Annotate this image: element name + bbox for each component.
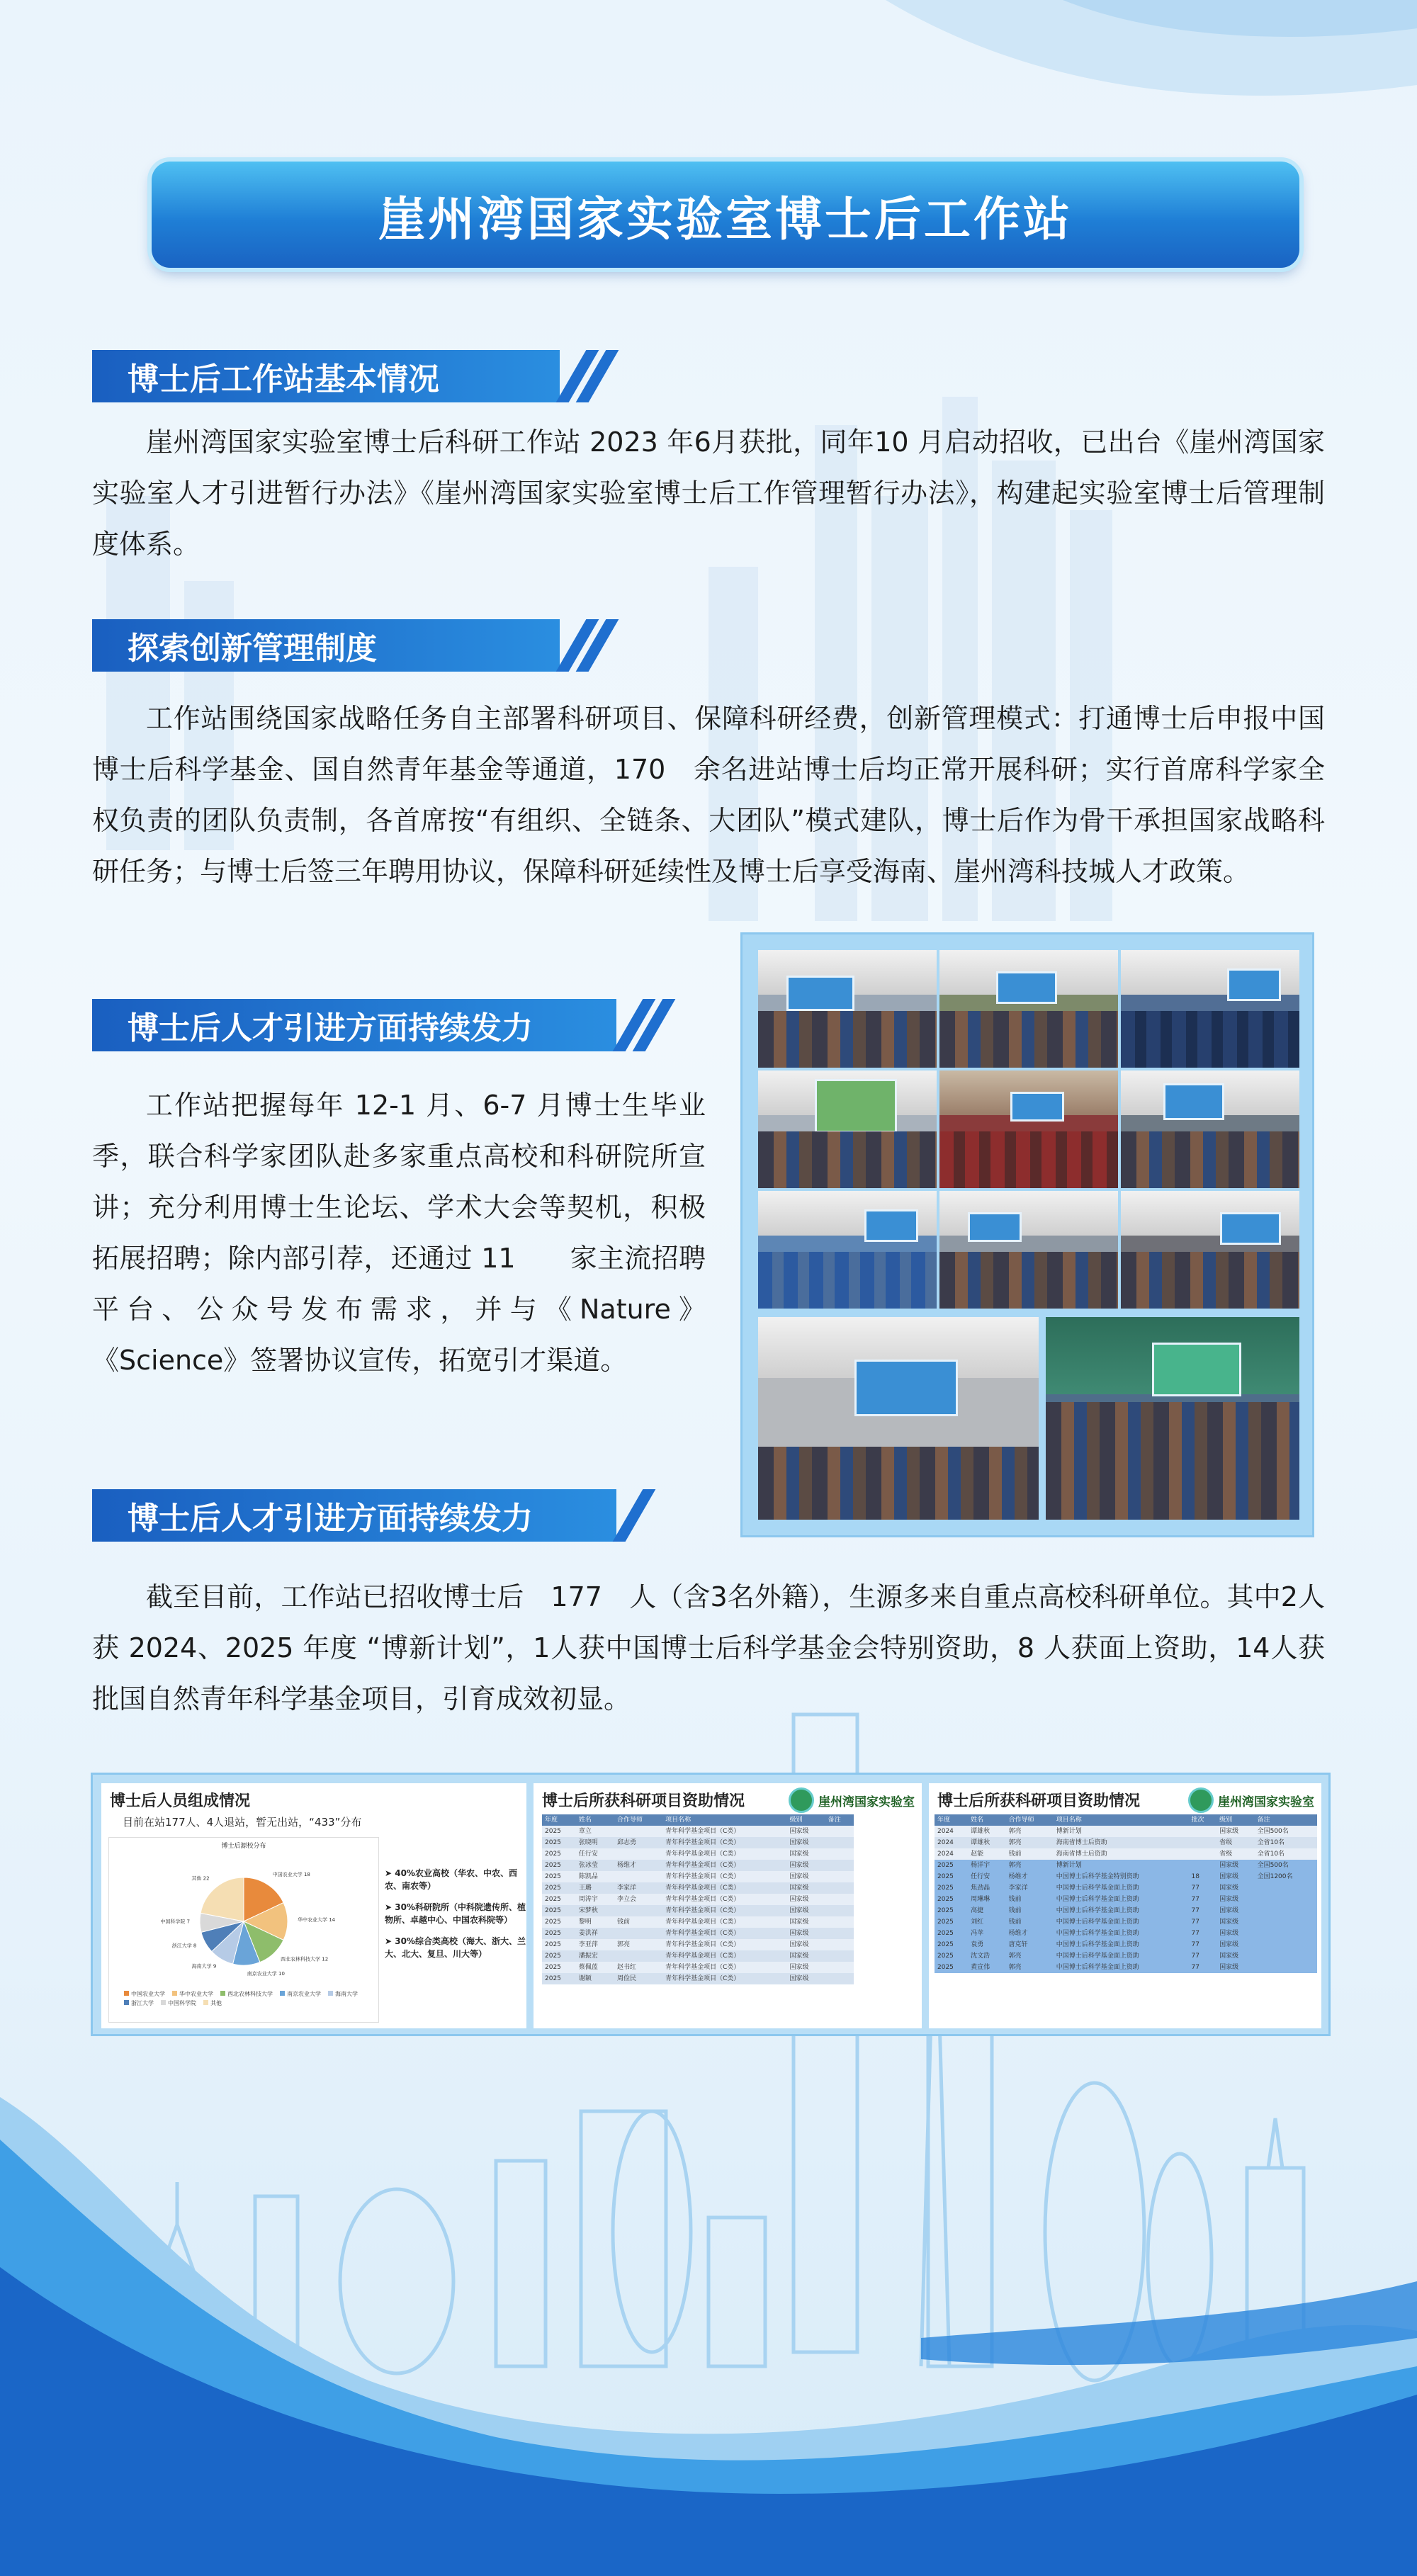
table-cell: 青年科学基金项目（C类）: [662, 1962, 786, 1973]
table-cell: 任行安: [968, 1871, 1005, 1882]
table-header: 姓名: [576, 1814, 614, 1826]
card-title: 博士后人员组成情况: [110, 1792, 251, 1810]
table-cell: 77: [1188, 1916, 1216, 1928]
table-cell: [825, 1860, 854, 1871]
event-photo: [758, 1317, 1039, 1520]
table-cell: [1255, 1882, 1317, 1894]
table-cell: 中国博士后科学基金特别资助: [1054, 1871, 1189, 1882]
section-heading-basic-info: [92, 350, 604, 402]
table-cell: 青年科学基金项目（C类）: [662, 1939, 786, 1950]
pie-legend: [124, 1990, 358, 2007]
table-cell: 2025: [935, 1894, 968, 1905]
table-cell: 任行安: [576, 1848, 614, 1860]
table-cell: 姜洪祥: [576, 1928, 614, 1939]
table-cell: 2025: [935, 1962, 968, 1973]
table-row: [542, 1848, 854, 1860]
event-photo: [939, 950, 1118, 1068]
table-cell: 2024: [935, 1826, 968, 1837]
table-cell: 钱前: [1006, 1916, 1054, 1928]
event-photo: [939, 1070, 1118, 1188]
table-cell: 钱前: [1006, 1848, 1054, 1860]
table-cell: 2025: [542, 1973, 576, 1984]
table-cell: 2025: [935, 1860, 968, 1871]
table-row: [935, 1848, 1317, 1860]
table-cell: 国家级: [787, 1962, 825, 1973]
table-cell: [825, 1882, 854, 1894]
table-cell: [825, 1962, 854, 1973]
table-cell: [825, 1848, 854, 1860]
bullet-item: ➤ 30%科研院所（中科院遗传所、植物所、卓越中心、中国农科院等）: [385, 1902, 526, 1925]
table-header: 备注: [825, 1814, 854, 1826]
table-cell: 全国1200名: [1255, 1871, 1317, 1882]
table-cell: 国家级: [787, 1939, 825, 1950]
table-cell: 2025: [542, 1905, 576, 1916]
section-heading-management: [92, 619, 604, 672]
table-cell: 国家级: [1216, 1916, 1254, 1928]
section-text-management: 工作站围绕国家战略任务自主部署科研项目、保障科研经费，创新管理模式：打通博士后申报中国博士后科学基金、国自然青年基金等通道，170 余名进站博士后均正常开展科研；实行首席科学家全权负责的团队负责制，各首席按“有组织、全链条、大团队”模式建队，博士后作为骨干承担国家战略科研任务；与博士后签三年聘用协议，保障科研延续性及博士后享受海南、崖州湾科技城人才政策。: [92, 703, 1325, 887]
table-cell: 青年科学基金项目（C类）: [662, 1860, 786, 1871]
table-cell: 谭雄秋: [968, 1837, 1005, 1848]
table-cell: 国家级: [1216, 1939, 1254, 1950]
table-cell: 郭亮: [1006, 1950, 1054, 1962]
logo-icon: [1188, 1787, 1214, 1813]
table-cell: 赵书红: [614, 1962, 662, 1973]
table-cell: 青年科学基金项目（C类）: [662, 1826, 786, 1837]
table-cell: 国家级: [787, 1848, 825, 1860]
pie-label: 西北农林科技大学 12: [281, 1956, 329, 1962]
table-cell: 焦劲晶: [968, 1882, 1005, 1894]
table-row: [542, 1860, 854, 1871]
table-cell: [1188, 1848, 1216, 1860]
table-cell: 李立会: [614, 1894, 662, 1905]
lab-logo: 崖州湾国家实验室: [789, 1787, 915, 1813]
table-cell: 2025: [542, 1962, 576, 1973]
event-photo: [1046, 1317, 1299, 1520]
table-cell: 2025: [542, 1871, 576, 1882]
table-cell: 2025: [935, 1928, 968, 1939]
statistics-panel: [91, 1773, 1331, 2036]
table-cell: 青年科学基金项目（C类）: [662, 1894, 786, 1905]
table-cell: 2025: [542, 1848, 576, 1860]
table-cell: [825, 1939, 854, 1950]
table-row: [542, 1950, 854, 1962]
pie-label: 海南大学 9: [191, 1963, 217, 1970]
heading-stripes: [621, 999, 660, 1051]
table-row: [542, 1882, 854, 1894]
event-photo: [758, 950, 937, 1068]
table-row: [542, 1962, 854, 1973]
table-cell: 2025: [542, 1894, 576, 1905]
projects-table: [542, 1814, 854, 1984]
table-cell: [614, 1928, 662, 1939]
table-cell: 2025: [542, 1928, 576, 1939]
event-photo: [1121, 950, 1299, 1068]
table-row: [542, 1837, 854, 1848]
table-cell: [1188, 1860, 1216, 1871]
table-cell: 沈文浩: [968, 1950, 1005, 1962]
table-cell: 省级: [1216, 1837, 1254, 1848]
table-cell: 2025: [542, 1916, 576, 1928]
legend-item: 西北农林科技大学: [220, 1990, 273, 1998]
table-cell: 海南省博士后资助: [1054, 1837, 1189, 1848]
pie-label: 中国农业大学 18: [272, 1871, 310, 1877]
table-header: 项目名称: [1054, 1814, 1189, 1826]
table-cell: 邱志勇: [614, 1837, 662, 1848]
table-cell: 青年科学基金项目（C类）: [662, 1837, 786, 1848]
table-header: 合作导师: [614, 1814, 662, 1826]
projects-card: [534, 1783, 922, 2028]
table-cell: 2025: [935, 1939, 968, 1950]
event-photo: [939, 1191, 1118, 1309]
table-cell: [825, 1871, 854, 1882]
table-row: [542, 1905, 854, 1916]
section-heading-label: 博士后人才引进方面持续发力: [92, 1489, 616, 1542]
table-row: [542, 1939, 854, 1950]
table-cell: 海南省博士后资助: [1054, 1848, 1189, 1860]
table-header: 年度: [935, 1814, 968, 1826]
table-cell: 77: [1188, 1882, 1216, 1894]
table-cell: [1188, 1826, 1216, 1837]
table-cell: 77: [1188, 1905, 1216, 1916]
table-row: [935, 1894, 1317, 1905]
table-cell: 2025: [542, 1837, 576, 1848]
table-cell: 中国博士后科学基金面上资助: [1054, 1939, 1189, 1950]
table-cell: 李家洋: [1006, 1882, 1054, 1894]
table-cell: 77: [1188, 1939, 1216, 1950]
legend-item: 南京农业大学: [280, 1990, 321, 1998]
pie-label: 其他 22: [191, 1875, 210, 1882]
table-cell: 青年科学基金项目（C类）: [662, 1950, 786, 1962]
table-cell: 国家级: [787, 1916, 825, 1928]
table-cell: 国家级: [787, 1905, 825, 1916]
table-cell: [825, 1928, 854, 1939]
table-row: [542, 1973, 854, 1984]
table-cell: 国家级: [787, 1837, 825, 1848]
card-title: 博士后所获科研项目资助情况: [542, 1792, 745, 1810]
table-cell: [825, 1916, 854, 1928]
table-cell: 2025: [542, 1882, 576, 1894]
table-cell: [1188, 1837, 1216, 1848]
table-cell: 谭雄秋: [968, 1826, 1005, 1837]
legend-item: 中国农业大学: [124, 1990, 165, 1998]
legend-item: 浙江大学: [124, 1999, 154, 2007]
table-cell: 青年科学基金项目（C类）: [662, 1905, 786, 1916]
table-cell: 赵能: [968, 1848, 1005, 1860]
table-cell: 全省10名: [1255, 1848, 1317, 1860]
table-cell: [825, 1950, 854, 1962]
table-header: 备注: [1255, 1814, 1317, 1826]
table-cell: 2025: [542, 1826, 576, 1837]
table-row: [935, 1837, 1317, 1848]
table-cell: 国家级: [1216, 1826, 1254, 1837]
table-cell: 钱前: [614, 1916, 662, 1928]
table-row: [542, 1826, 854, 1837]
table-header: 级别: [1216, 1814, 1254, 1826]
table-cell: 王璐: [576, 1882, 614, 1894]
table-cell: 国家级: [787, 1928, 825, 1939]
table-cell: 国家级: [1216, 1882, 1254, 1894]
table-cell: [825, 1837, 854, 1848]
heading-stripes: [621, 1489, 640, 1542]
table-row: [935, 1962, 1317, 1973]
table-cell: 潘振宏: [576, 1950, 614, 1962]
table-cell: 77: [1188, 1928, 1216, 1939]
table-cell: 钱前: [1006, 1894, 1054, 1905]
table-row: [542, 1916, 854, 1928]
section-heading-results: [92, 1489, 640, 1542]
composition-card: [101, 1783, 526, 2028]
section-heading-label: 探索创新管理制度: [92, 619, 560, 672]
table-cell: 周俭民: [614, 1973, 662, 1984]
table-cell: 钱前: [1006, 1905, 1054, 1916]
table-cell: 国家级: [787, 1882, 825, 1894]
table-cell: 中国博士后科学基金面上资助: [1054, 1916, 1189, 1928]
table-cell: 杨维才: [1006, 1871, 1054, 1882]
table-cell: [1255, 1928, 1317, 1939]
pie-label: 南京农业大学 10: [247, 1970, 285, 1977]
table-cell: 郭亮: [1006, 1860, 1054, 1871]
table-cell: 国家级: [1216, 1860, 1254, 1871]
table-cell: [1255, 1939, 1317, 1950]
table-cell: 郭亮: [614, 1939, 662, 1950]
table-row: [935, 1860, 1317, 1871]
table-cell: 77: [1188, 1894, 1216, 1905]
table-cell: 2025: [935, 1905, 968, 1916]
page-title: 崖州湾国家实验室博士后工作站: [378, 191, 1073, 247]
table-cell: 青年科学基金项目（C类）: [662, 1973, 786, 1984]
table-cell: 2024: [935, 1837, 968, 1848]
pie-title: 博士后源校分布: [221, 1843, 266, 1850]
table-cell: [825, 1894, 854, 1905]
table-cell: [1255, 1894, 1317, 1905]
table-row: [935, 1916, 1317, 1928]
table-cell: 国家级: [1216, 1950, 1254, 1962]
table-cell: 国家级: [787, 1894, 825, 1905]
table-cell: 全国500名: [1255, 1860, 1317, 1871]
table-cell: 国家级: [1216, 1962, 1254, 1973]
table-cell: [614, 1871, 662, 1882]
table-header: 合作导师: [1006, 1814, 1054, 1826]
table-row: [935, 1928, 1317, 1939]
table-cell: 青年科学基金项目（C类）: [662, 1882, 786, 1894]
table-cell: 唐克轩: [1006, 1939, 1054, 1950]
table-cell: 中国博士后科学基金面上资助: [1054, 1962, 1189, 1973]
section-heading-label: 博士后工作站基本情况: [92, 350, 560, 402]
table-row: [542, 1894, 854, 1905]
bullet-item: ➤ 30%综合类高校（海大、浙大、兰大、北大、复旦、川大等）: [385, 1936, 526, 1959]
table-cell: [614, 1950, 662, 1962]
table-cell: 青年科学基金项目（C类）: [662, 1848, 786, 1860]
table-cell: 18: [1188, 1871, 1216, 1882]
legend-item: 华中农业大学: [172, 1990, 213, 1998]
photo-collage: [740, 932, 1314, 1537]
table-cell: 2025: [542, 1950, 576, 1962]
table-cell: 张晓明: [576, 1837, 614, 1848]
table-cell: 2024: [935, 1848, 968, 1860]
event-photo: [758, 1191, 937, 1309]
table-cell: 国家级: [1216, 1894, 1254, 1905]
table-header: 年度: [542, 1814, 576, 1826]
title-banner: [152, 162, 1299, 268]
section-text-recruitment: 工作站把握每年 12-1 月、6-7 月博士生毕业季，联合科学家团队赴多家重点高校和科研院所宣讲；充分利用博士生论坛、学术大会等契机，积极拓展招聘；除内部引荐，还通过 11 家主流招聘平台、公众号发布需求，并与《Nature》《Science》签署协议宣传，拓宽引才渠道。: [92, 1090, 706, 1376]
table-cell: 袁勇: [968, 1939, 1005, 1950]
table-row: [935, 1871, 1317, 1882]
table-cell: 高捷: [968, 1905, 1005, 1916]
table-cell: 章立: [576, 1826, 614, 1837]
table-cell: [614, 1905, 662, 1916]
table-cell: 陈凯品: [576, 1871, 614, 1882]
pie-label: 浙江大学 8: [171, 1943, 197, 1949]
card-title: 博士后所获科研项目资助情况: [937, 1792, 1141, 1810]
bullet-item: ➤ 40%农业高校（华农、中农、西农、南农等）: [385, 1868, 517, 1891]
table-cell: 黎明: [576, 1916, 614, 1928]
table-cell: [825, 1973, 854, 1984]
table-cell: 中国博士后科学基金面上资助: [1054, 1928, 1189, 1939]
card-subtitle: 目前在站177人、4人退站，暂无出站，“433”分布: [123, 1816, 362, 1829]
table-cell: 2025: [935, 1950, 968, 1962]
pie-chart: [109, 1851, 378, 1999]
table-cell: 全省10名: [1255, 1837, 1317, 1848]
table-cell: 中国博士后科学基金面上资助: [1054, 1894, 1189, 1905]
table-cell: 博新计划: [1054, 1826, 1189, 1837]
table-cell: 博新计划: [1054, 1860, 1189, 1871]
table-cell: 国家级: [787, 1973, 825, 1984]
table-cell: 2025: [935, 1871, 968, 1882]
table-cell: [1255, 1950, 1317, 1962]
legend-item: 中国科学院: [161, 1999, 196, 2007]
table-cell: 黄宣伟: [968, 1962, 1005, 1973]
table-cell: 国家级: [787, 1950, 825, 1962]
section-heading-label: 博士后人才引进方面持续发力: [92, 999, 616, 1051]
table-cell: 杨维才: [614, 1860, 662, 1871]
table-header: 姓名: [968, 1814, 1005, 1826]
lab-logo: 崖州湾国家实验室: [1188, 1787, 1314, 1813]
table-cell: 2025: [542, 1939, 576, 1950]
table-cell: 青年科学基金项目（C类）: [662, 1928, 786, 1939]
event-photo: [1121, 1070, 1299, 1188]
table-cell: 77: [1188, 1950, 1216, 1962]
table-cell: 青年科学基金项目（C类）: [662, 1871, 786, 1882]
table-cell: 2025: [935, 1916, 968, 1928]
table-cell: 郭亮: [1006, 1826, 1054, 1837]
table-cell: 周琳琳: [968, 1894, 1005, 1905]
table-header: 项目名称: [662, 1814, 786, 1826]
event-photo: [758, 1070, 937, 1188]
table-cell: 国家级: [787, 1871, 825, 1882]
table-header: 批次: [1188, 1814, 1216, 1826]
table-cell: 2025: [542, 1860, 576, 1871]
funding-table: [935, 1814, 1317, 1973]
table-cell: 郭亮: [1006, 1837, 1054, 1848]
table-row: [935, 1905, 1317, 1916]
table-cell: [1255, 1916, 1317, 1928]
pie-label: 中国科学院 7: [160, 1919, 191, 1925]
table-cell: 李家洋: [614, 1882, 662, 1894]
table-cell: 国家级: [787, 1860, 825, 1871]
table-cell: 郭亮: [1006, 1962, 1054, 1973]
table-row: [935, 1826, 1317, 1837]
table-header: 级别: [787, 1814, 825, 1826]
table-cell: [825, 1905, 854, 1916]
table-cell: 李亚萍: [576, 1939, 614, 1950]
table-cell: 中国博士后科学基金面上资助: [1054, 1882, 1189, 1894]
table-cell: [1255, 1905, 1317, 1916]
pie-label: 华中农业大学 14: [298, 1917, 336, 1923]
section-text-basic-info: 崖州湾国家实验室博士后科研工作站 2023 年6月获批，同年10 月启动招收，已出台《崖州湾国家实验室人才引进暂行办法》《崖州湾国家实验室博士后工作管理暂行办法》，构建起实验室博士后管理制度体系。: [92, 426, 1325, 560]
heading-stripes: [564, 350, 604, 402]
table-cell: 蔡佩蓝: [576, 1962, 614, 1973]
table-cell: [1255, 1962, 1317, 1973]
table-cell: [614, 1826, 662, 1837]
table-cell: 77: [1188, 1962, 1216, 1973]
event-photo: [1121, 1191, 1299, 1309]
table-cell: 杨洋宇: [968, 1860, 1005, 1871]
section-text-results: 截至目前，工作站已招收博士后 177 人（含3名外籍），生源多来自重点高校科研单位。其中2人获 2024、2025 年度 “博新计划”，1人获中国博士后科学基金会特别资助，8 人获面上资助，14人获批国自然青年科学基金项目，引育成效初显。: [92, 1581, 1325, 1714]
logo-icon: [789, 1787, 814, 1813]
table-cell: 全国500名: [1255, 1826, 1317, 1837]
table-cell: 国家级: [787, 1826, 825, 1837]
table-row: [542, 1928, 854, 1939]
table-cell: 国家级: [1216, 1905, 1254, 1916]
table-cell: 刘红: [968, 1916, 1005, 1928]
table-cell: 中国博士后科学基金面上资助: [1054, 1950, 1189, 1962]
table-cell: [825, 1826, 854, 1837]
legend-item: 海南大学: [328, 1990, 358, 1998]
heading-stripes: [564, 619, 604, 672]
table-cell: 冯苹: [968, 1928, 1005, 1939]
table-cell: 杨维才: [1006, 1928, 1054, 1939]
table-cell: 张冰莹: [576, 1860, 614, 1871]
table-row: [935, 1882, 1317, 1894]
table-row: [935, 1939, 1317, 1950]
table-row: [935, 1950, 1317, 1962]
table-row: [542, 1871, 854, 1882]
table-cell: 国家级: [1216, 1871, 1254, 1882]
table-cell: 谢颖: [576, 1973, 614, 1984]
table-cell: 宋梦秋: [576, 1905, 614, 1916]
legend-item: 其他: [203, 1999, 222, 2007]
table-cell: 省级: [1216, 1848, 1254, 1860]
table-cell: [614, 1848, 662, 1860]
table-cell: 中国博士后科学基金面上资助: [1054, 1905, 1189, 1916]
composition-bullets: [385, 1867, 530, 1969]
projects-card-2: [929, 1783, 1321, 2028]
table-cell: 青年科学基金项目（C类）: [662, 1916, 786, 1928]
table-cell: 2025: [935, 1882, 968, 1894]
table-cell: 周涛宇: [576, 1894, 614, 1905]
table-cell: 国家级: [1216, 1928, 1254, 1939]
section-heading-recruitment: [92, 999, 660, 1051]
